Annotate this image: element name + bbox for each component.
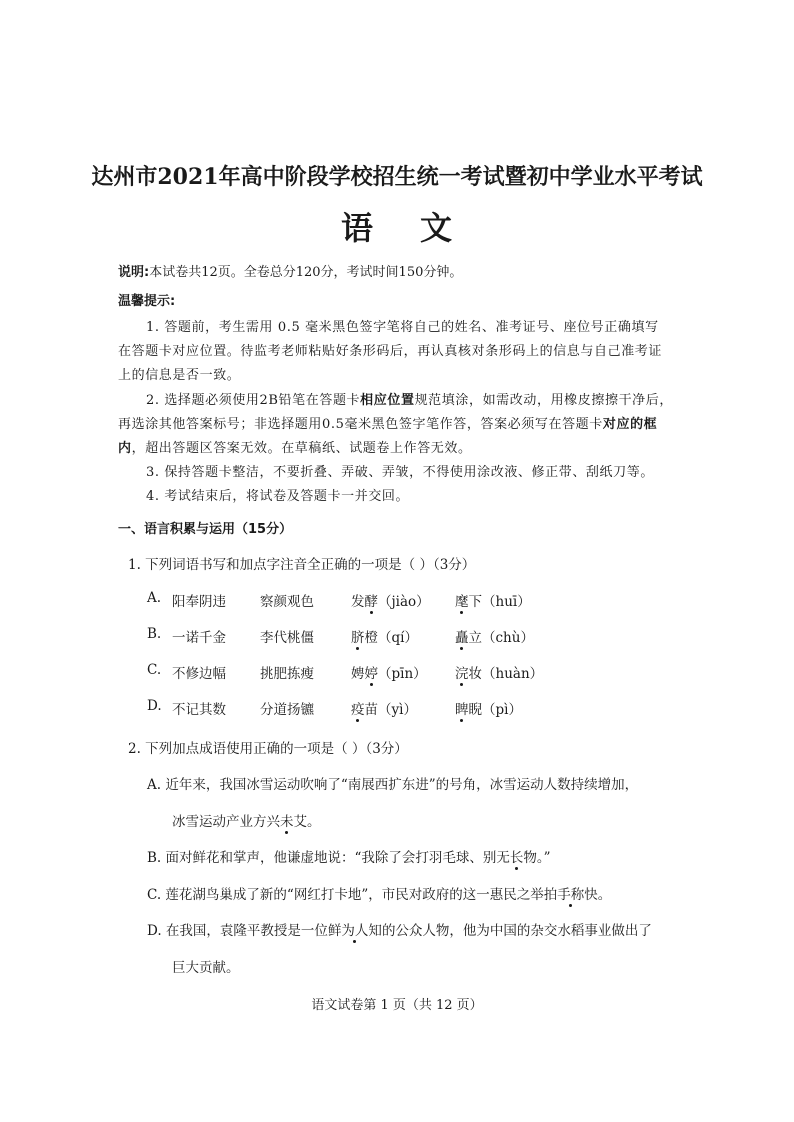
page-footer: 语文试卷第 1 页（共 12 页） — [311, 998, 483, 1013]
tip-4: 4. 考试结束后，将试卷及答题卡一并交回。 — [146, 489, 410, 504]
exam-title: 达州市2021年高中阶段学校招生统一考试暨初中学业水平考试 — [91, 164, 703, 190]
notice-label: 说明: — [118, 265, 150, 280]
question-2-option-d-line-2: 巨大贡献。 — [172, 960, 240, 976]
tips-label: 温馨提示: — [118, 294, 176, 309]
question-2-option-d-line-1: D. 在我国，袁隆平教授是一位鲜为人知的公众人物，他为中国的杂交水稻事业做出了 — [147, 919, 652, 939]
section-1-title: 一、语言积累与运用（15分） — [118, 522, 293, 537]
subject-char-1: 语 — [340, 209, 374, 247]
tip-1-line-3: 上的信息是否一致。 — [118, 368, 241, 383]
emphasis-box: 对应的框 — [602, 417, 658, 432]
tip-3: 3. 保持答题卡整洁，不要折叠、弄破、弄皱，不得使用涂改液、修正带、刮纸刀等。 — [146, 465, 654, 480]
exam-notice — [118, 263, 462, 283]
question-2-stem: 2. 下列加点成语使用正确的一项是（ ）（3分） — [128, 741, 408, 757]
question-2-option-b: B. 面对鲜花和掌声，他谦虚地说：“我除了会打羽毛球、别无长物。” — [147, 846, 551, 866]
question-2-option-a-line-1: A. 近年来，我国冰雪运动吹响了“南展西扩东进”的号角，冰雪运动人数持续增加， — [147, 777, 639, 793]
tip-2-line-3: 内，超出答题区答案无效。在草稿纸、试题卷上作答无效。 — [118, 441, 472, 456]
tip-1-line-1: 1. 答题前，考生需用 0.5 毫米黑色签字笔将自己的姓名、准考证号、座位号正确填写 — [146, 320, 659, 335]
tip-2-line-1: 2. 选择题必须使用2B铅笔在答题卡相应位置规范填涂，如需改动，用橡皮擦擦干净后， — [146, 393, 673, 408]
emphasis-position: 相应位置 — [360, 393, 415, 408]
question-2-option-c: C. 莲花湖鸟巢成了新的“网红打卡地”，市民对政府的这一惠民之举拍手称快。 — [147, 883, 611, 903]
subject-char-2: 文 — [420, 209, 454, 247]
subject-title — [0, 203, 794, 249]
notice-text: 本试卷共12页。全卷总分120分，考试时间150分钟。 — [149, 265, 463, 280]
tip-1-line-2: 在答题卡对应位置。待监考老师粘贴好条形码后，再认真核对条形码上的信息与自己准考证 — [118, 344, 663, 359]
question-1-stem: 1. 下列词语书写和加点字注音全正确的一项是（ ）（3分） — [128, 557, 476, 573]
tip-2-line-2: 再选涂其他答案标号；非选择题用0.5毫米黑色签字笔作答，答案必须写在答题卡对应的框 — [118, 417, 658, 432]
question-2-option-a-line-2: 冰雪运动产业方兴未艾。 — [172, 810, 321, 830]
